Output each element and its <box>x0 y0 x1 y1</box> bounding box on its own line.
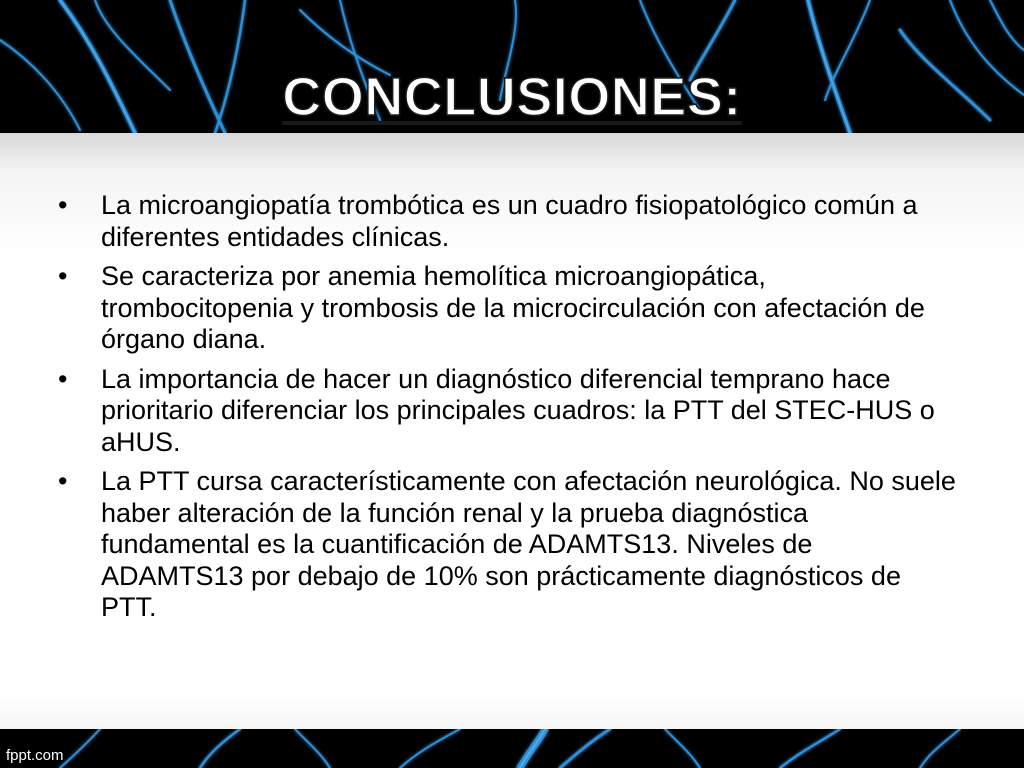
bullet-item <box>56 364 956 459</box>
bullet-item <box>56 261 956 356</box>
bullet-item <box>56 466 956 624</box>
bullet-text: La PTT cursa característicamente con afectación neurológica. No suele haber alteración de la función renal y la prueba diagnóstica fundamental es la cuantificación de ADAMTS13. Niveles de ADAMTS13 por debajo de 10% son prácticamente diagnósticos de PTT. <box>101 466 956 622</box>
bullet-item <box>56 190 956 253</box>
bullet-marker: • <box>58 466 68 496</box>
bullet-list <box>56 190 956 632</box>
bullet-marker: • <box>58 363 68 394</box>
slide-title <box>0 64 1024 130</box>
bullet-text: Se caracteriza por anemia hemolítica microangiopática, trombocitopenia y trombosis de la microcirculación con afectación de órgano diana. <box>101 261 925 354</box>
slide-title-text: CONCLUSIONES: <box>282 67 742 127</box>
footer-watermark: fppt.com <box>6 747 64 764</box>
bullet-text: La microangiopatía trombótica es un cuadro fisiopatológico común a diferentes entidades clínicas. <box>101 190 918 252</box>
bullet-marker: • <box>58 190 68 220</box>
bullet-marker: • <box>58 261 68 291</box>
bullet-text: La importancia de hacer un diagnóstico diferencial temprano hace prioritario diferenciar los principales cuadros: la PTT del STEC-HUS o aHUS. <box>101 363 935 457</box>
